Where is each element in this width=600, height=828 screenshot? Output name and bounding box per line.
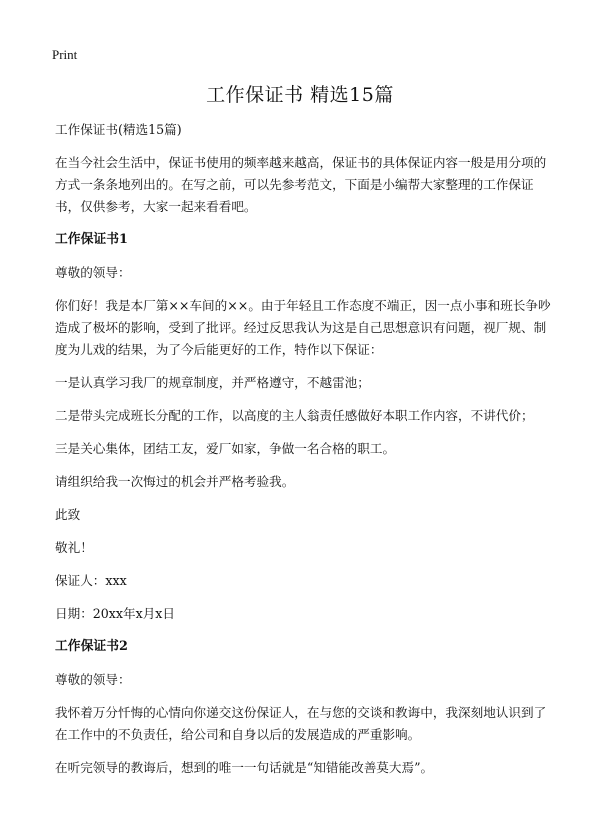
date-line: 日期：20xx年x月x日 [55, 606, 175, 621]
document-subtitle: 工作保证书(精选15篇) [55, 122, 182, 137]
section-paragraph: 在听完领导的教诲后，想到的唯一一句话就是“知错能改善莫大焉”。 [55, 760, 434, 775]
section-greeting: 尊敬的领导： [55, 672, 131, 687]
document-title: 工作保证书 精选15篇 [206, 84, 394, 106]
intro-paragraph: 在当今社会生活中，保证书使用的频率越来越高，保证书的具体保证内容一般是用分项的方式一条条地列出的。在写之前，可以先参考范文，下面是小编帮大家整理的工作保证书，仅供参考，大家一起来看看吧。 [55, 155, 547, 214]
section-heading: 工作保证书1 [55, 232, 128, 247]
section-paragraph: 你们好！我是本厂第××车间的××。由于年轻且工作态度不端正，因一点小事和班长争吵造成了极坏的影响，受到了批评。经过反思我认为这是自己思想意识有问题，视厂规、制度为儿戏的结果，为了今后能更好的工作，特作以下保证： [55, 298, 551, 357]
guarantor-line: 保证人：xxx [55, 573, 127, 588]
section-greeting: 尊敬的领导： [55, 265, 131, 280]
section-paragraph: 一是认真学习我厂的规章制度，并严格遵守，不越雷池； [55, 375, 370, 390]
salutation-line: 敬礼！ [55, 540, 93, 555]
section-paragraph: 二是带头完成班长分配的工作，以高度的主人翁责任感做好本职工作内容，不讲代价； [55, 408, 534, 423]
print-link[interactable]: Print [52, 47, 78, 62]
section-paragraph: 请组织给我一次悔过的机会并严格考验我。 [55, 474, 295, 489]
closing-line: 此致 [55, 507, 81, 522]
section-heading: 工作保证书2 [55, 639, 128, 654]
section-paragraph: 三是关心集体，团结工友，爱厂如家，争做一名合格的职工。 [55, 441, 396, 456]
section-paragraph: 我怀着万分忏悔的心情向你递交这份保证人，在与您的交谈和教诲中，我深刻地认识到了在工作中的不负责任，给公司和自身以后的发展造成的严重影响。 [55, 705, 547, 742]
document-body [55, 119, 555, 779]
